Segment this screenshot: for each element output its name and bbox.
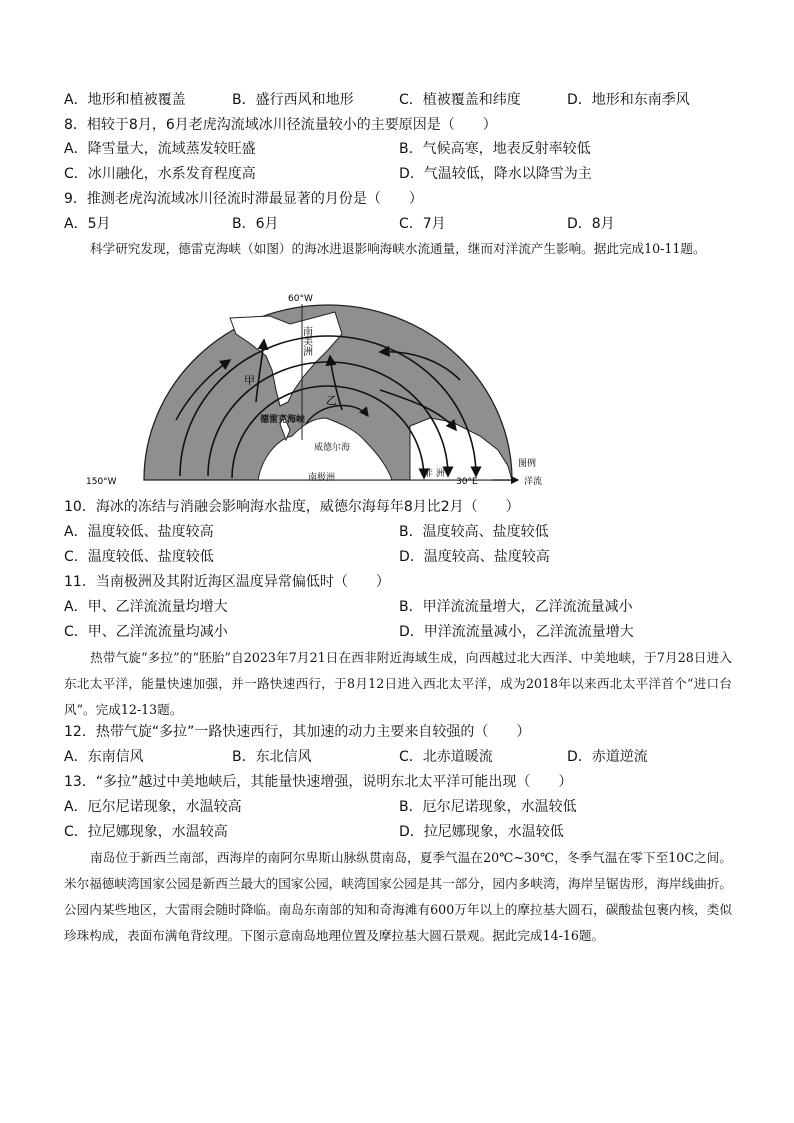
q9-stem: 9．推测老虎沟流域冰川径流时滞最显著的月份是（ ） <box>64 191 423 207</box>
label-60w: 60°W <box>288 294 313 304</box>
q13-option-c: C．拉尼娜现象，水温较高 <box>64 824 228 840</box>
label-drake: 德雷克海峡 <box>260 415 306 425</box>
label-jia: 甲 <box>244 374 255 387</box>
drake-passage-map <box>80 290 580 490</box>
q10-option-a: A．温度较低、盐度较高 <box>64 524 214 540</box>
q9-option-b: B．6月 <box>232 216 279 232</box>
q7-option-a: A．地形和植被覆盖 <box>64 92 186 108</box>
q10-stem: 10．海冰的冻结与消融会影响海水盐度，威德尔海每年8月比2月（ ） <box>64 499 520 515</box>
q11-option-d: D．甲洋流流量减小，乙洋流流量增大 <box>399 624 634 640</box>
legend-current-label: 洋流 <box>524 477 543 487</box>
q11-option-a: A．甲、乙洋流流量均增大 <box>64 599 228 615</box>
legend-title: 图例 <box>518 459 537 469</box>
q8-option-d: D．气温较低，降水以降雪为主 <box>399 166 592 182</box>
q11-option-c: C．甲、乙洋流流量均减小 <box>64 624 228 640</box>
q10-option-c: C．温度较低、盐度较低 <box>64 549 214 565</box>
label-150w: 150°W <box>86 477 117 487</box>
q9-option-d: D．8月 <box>567 216 615 232</box>
q10-option-d: D．温度较高、盐度较高 <box>399 549 550 565</box>
q8-option-c: C．冰川融化，水系发育程度高 <box>64 166 256 182</box>
q11-option-b: B．甲洋流流量增大，乙洋流流量减小 <box>399 599 633 615</box>
passage-14-16: 南岛位于新西兰南部，西海岸的南阿尔卑斯山脉纵贯南岛，夏季气温在20℃~30℃，冬季气温在零下至10C之间。米尔福德峡湾国家公园是新西兰最大的国家公园，峡湾国家公园是其一部分，园内多峡湾，海岸呈锯齿形，海岸线曲折。公园内某些地区，大雷雨会随时降临。南岛东南部的知和奇海滩有600万年以上的摩拉基大圆石，碳酸盐包裹内核，类似珍珠构成，表面布满龟背纹理。下图示意南岛地理位置及摩拉基大圆石景观。据此完成14-16题。 <box>64 850 732 943</box>
q13-option-b: B．厄尔尼诺现象，水温较低 <box>399 799 577 815</box>
q8-option-a: A．降雪量大，流域蒸发较旺盛 <box>64 141 256 157</box>
passage-10-11: 科学研究发现，德雷克海峡（如图）的海冰进退影响海峡水流通量，继而对洋流产生影响。据此完成10-11题。 <box>90 241 706 256</box>
q9-option-c: C．7月 <box>399 216 446 232</box>
q12-option-b: B．东北信风 <box>232 749 312 765</box>
label-30e: 30°E <box>456 477 478 487</box>
q8-option-b: B．气候高寒，地表反射率较低 <box>399 141 591 157</box>
label-africa: 非 洲 <box>424 469 445 479</box>
q9-option-a: A．5月 <box>64 216 111 232</box>
q13-option-d: D．拉尼娜现象，水温较低 <box>399 824 564 840</box>
q13-stem: 13．“多拉”越过中美地峡后，其能量快速增强，说明东北太平洋可能出现（ ） <box>64 774 573 790</box>
passage-12-13: 热带气旋“多拉”的“胚胎”自2023年7月21日在西非附近海域生成，向西越过北大西洋、中美地峡，于7月28日进入东北太平洋，能量快速加强，并一路快速西行，于8月12日进入西北太平洋，成为2018年以来西北太平洋首个“进口台风”。完成12-13题。 <box>64 650 732 717</box>
label-antarctica: 南极洲 <box>308 473 336 483</box>
label-south-america: 南美洲 <box>300 326 312 356</box>
q12-option-d: D．赤道逆流 <box>567 749 648 765</box>
q11-stem: 11．当南极洲及其附近海区温度异常偏低时（ ） <box>64 574 390 590</box>
q10-option-b: B．温度较高、盐度较低 <box>399 524 549 540</box>
label-yi: 乙 <box>326 394 337 407</box>
q12-option-c: C．北赤道暖流 <box>399 749 493 765</box>
q7-option-c: C．植被覆盖和纬度 <box>399 92 521 108</box>
q7-option-b: B．盛行西风和地形 <box>232 92 354 108</box>
q7-option-d: D．地形和东南季风 <box>567 92 690 108</box>
q8-stem: 8．相较于8月，6月老虎沟流域冰川径流量较小的主要原因是（ ） <box>64 117 497 133</box>
q12-option-a: A．东南信风 <box>64 749 144 765</box>
label-weddell: 威德尔海 <box>314 443 351 453</box>
q13-option-a: A．厄尔尼诺现象，水温较高 <box>64 799 242 815</box>
q12-stem: 12．热带气旋“多拉”一路快速西行，其加速的动力主要来自较强的（ ） <box>64 724 531 740</box>
